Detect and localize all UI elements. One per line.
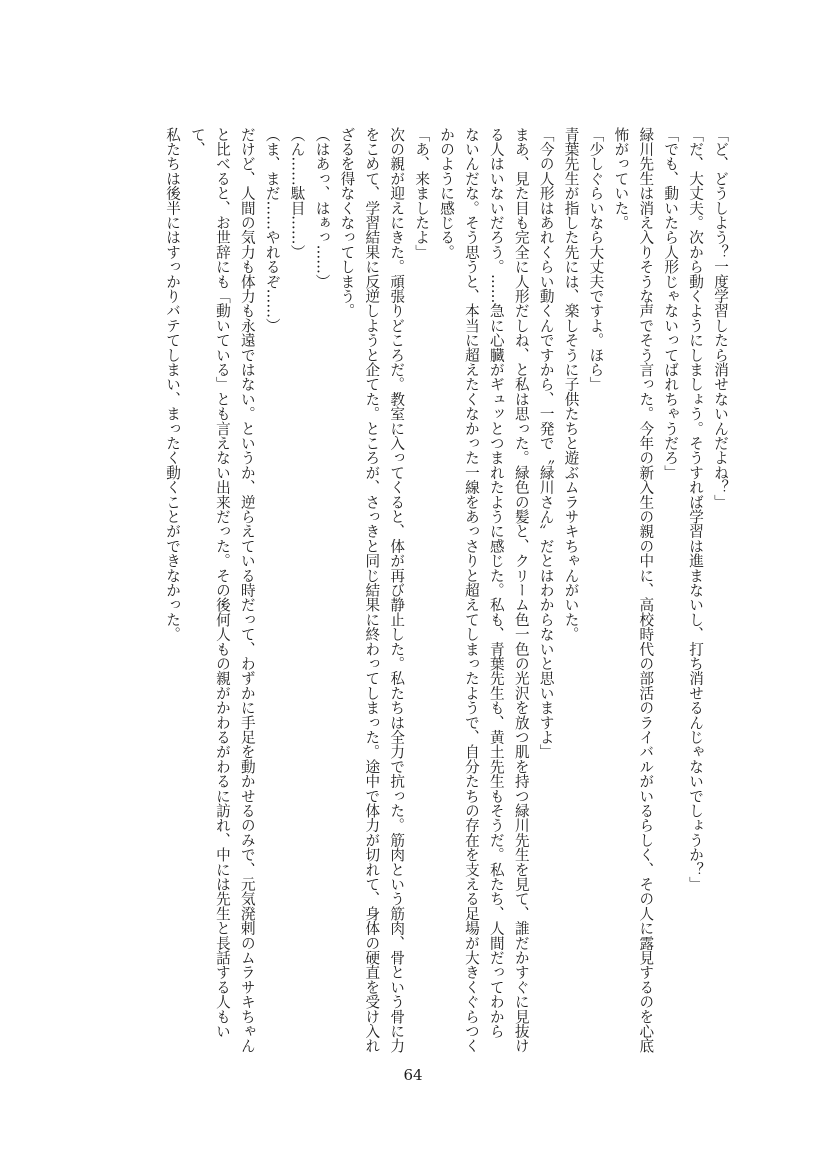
text-line-19: （ま、まだ……やれるぞ……） <box>263 127 281 333</box>
text-line-10: る人はいないだろう。……急に心臓がギュッとつまれたように感じた。私も、青葉先生も、黄土先生もそうだ。私たち、人間だってわから <box>487 127 505 1039</box>
text-line-2: 「だ、大丈夫。次から動くようにしましょう。そうすれば学習は進まないし、打ち消せるんじゃないでしょうか？」 <box>687 127 705 892</box>
text-line-12: かのように感じる。 <box>438 127 456 260</box>
text-line-1: 「ど、どうしよう？一度学習したら消せないんだよね？」 <box>712 127 729 510</box>
text-line-5: 怖がっていた。 <box>612 127 630 230</box>
text-line-4: 緑川先生は消え入りそうな声でそう言った。今年の新入生の親の中に、高校時代の部活のライバルがいるらしく、その人に露見するのを心底 <box>637 127 655 1054</box>
text-line-22: 私たちは後半にはすっかりバテてしまい、まったく動くことができなかった。 <box>164 127 182 642</box>
vertical-text-body <box>152 127 732 1057</box>
text-line-16: ざるを得なくなってしまう。 <box>338 127 356 319</box>
page-number: 64 <box>403 1066 423 1084</box>
text-line-18: （ん……駄目……） <box>288 127 306 260</box>
text-line-8: 「今の人形はあれくらい動くんですから、一発で〝緑川さん〟だとはわからないと思いますよ」 <box>537 127 555 760</box>
text-line-15: をこめて、学習結果に反逆しようと企てた。ところが、さっきと同じ結果に終わってしまった。途中で体力が切れて、身体の硬直を受け入れ <box>363 127 381 1054</box>
text-line-11: ないんだな。そう思うと、本当に超えたくなかった一線をあっさりと超えてしまったようで、自分たちの存在を支える足場が大きくぐらつく <box>462 127 480 1054</box>
text-line-7: 青葉先生が指した先には、楽しそうに子供たちと遊ぶムラサキちゃんがいた。 <box>562 127 580 642</box>
text-line-9: まあ、見た目も完全に人形だしね、と私は思った。緑色の髪と、クリーム色一色の光沢を放つ肌を持つ緑川先生を見て、誰だかすぐに見抜け <box>512 127 530 1054</box>
text-line-14: 次の親が迎えにきた。頑張りどころだ。教室に入ってくると、体が再び静止した。私たちは全力で抗った。筋肉という筋肉、骨という骨に力 <box>388 127 406 1054</box>
text-line-13: 「あ、来ましたよ」 <box>413 127 431 260</box>
text-line-17: （はあっ、はぁっ……） <box>313 127 331 289</box>
text-line-20: だけど、人間の気力も体力も永遠ではない。というか、逆らえている時だって、わずかに手足を動かせるのみで、元気溌剌のムラサキちゃん <box>238 127 256 1054</box>
text-line-21: と比べると、お世辞にも「動いている」とも言えない出来だった。その後何人もの親がかわるがわるに訪れ、中には先生と長話する人もいて、 <box>188 127 231 1039</box>
text-line-6: 「少しぐらいなら大丈夫ですよ。ほら」 <box>587 127 605 392</box>
text-line-3: 「でも、動いたら人形じゃないってばれちゃうだろ」 <box>662 127 680 480</box>
